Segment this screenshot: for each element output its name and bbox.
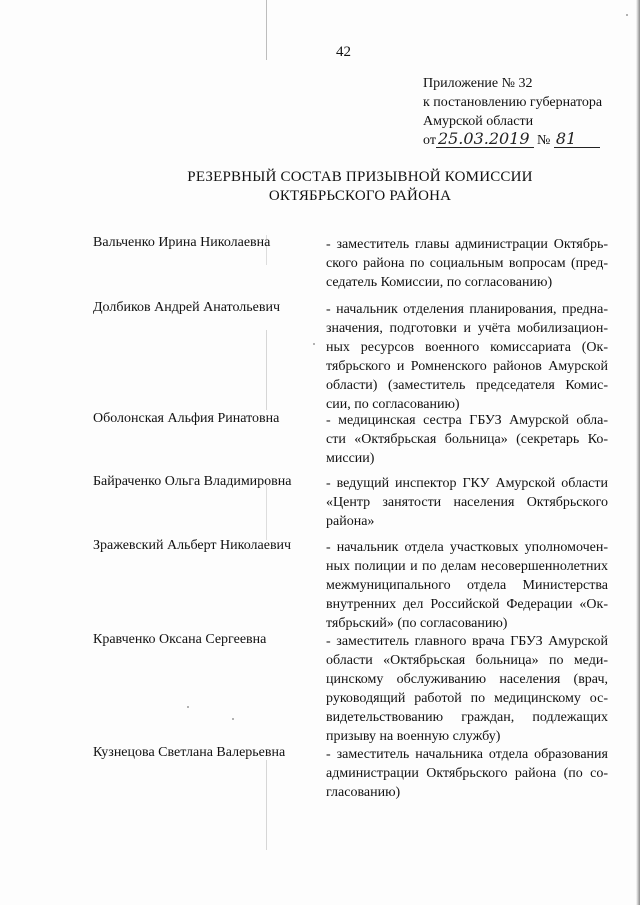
title-line: ОКТЯБРЬСКОГО РАЙОНА (268, 188, 452, 204)
title-line: РЕЗЕРВНЫЙ СОСТАВ ПРИЗЫВНОЙ КОМИССИИ (187, 169, 533, 185)
member-role (326, 632, 608, 746)
scan-artifact-line (266, 760, 267, 850)
role-line: седатель Комиссии, по согласованию) (326, 275, 553, 290)
scan-speck (313, 343, 315, 345)
role-line: - начальник отделения планирования, предна- (326, 302, 608, 317)
role-line: области «Октябрьская больница» по меди- (326, 653, 608, 668)
role-line: - начальник отдела участковых уполномочен- (326, 540, 608, 555)
member-role (326, 235, 608, 292)
member-role (326, 745, 608, 802)
date-prefix: от (423, 133, 436, 148)
member-name: Кузнецова Светлана Валерьевна (93, 745, 286, 760)
scan-artifact-line (266, 0, 267, 60)
member-role (326, 538, 608, 633)
appendix-block (423, 74, 602, 150)
member-name: Зражевский Альберт Николаевич (93, 538, 292, 553)
member-name: Вальченко Ирина Николаевна (93, 235, 271, 250)
appendix-line: Приложение № 32 (423, 76, 533, 91)
member-role (326, 411, 608, 468)
scan-edge-shadow (636, 0, 640, 905)
role-line: сти «Октябрьская больница» (секретарь Ко- (326, 432, 608, 447)
role-line: руководящий работой по медицинскому ос- (326, 691, 608, 706)
scan-speck (187, 706, 189, 708)
role-line: ского района по социальным вопросам (пред- (326, 256, 608, 271)
appendix-date-line (423, 131, 602, 150)
role-line: межмуниципального отдела Министерства (326, 578, 608, 593)
role-line: - заместитель главного врача ГБУЗ Амурской (326, 634, 608, 649)
role-line: района» (326, 514, 375, 529)
handwritten-number: 81 (554, 131, 600, 148)
role-line: значения, подготовки и учёта мобилизацион- (326, 321, 608, 336)
appendix-line: к постановлению губернатора (423, 95, 603, 110)
page-number: 42 (336, 44, 351, 60)
member-role (326, 474, 608, 531)
role-line: «Центр занятости населения Октябрьского (326, 495, 608, 510)
document-title (150, 168, 570, 206)
handwritten-date: 25.03.2019 (436, 131, 534, 148)
number-prefix: № (537, 133, 551, 148)
scan-speck (232, 718, 234, 720)
role-line: области) (заместитель председателя Комис- (326, 378, 608, 393)
role-line: - ведущий инспектор ГКУ Амурской области (326, 476, 608, 491)
role-line: - заместитель начальника отдела образования (326, 747, 608, 762)
appendix-line: Амурской области (423, 114, 534, 129)
member-name: Байраченко Ольга Владимировна (93, 474, 292, 489)
member-name: Оболонская Альфия Ринатовна (93, 411, 280, 426)
member-role (326, 300, 608, 414)
role-line: цинскому обслуживанию населения (врач, (326, 672, 608, 687)
role-line: гласованию) (326, 785, 401, 800)
role-line: ных полиции и по делам несовершеннолетних (326, 559, 608, 574)
role-line: тябрьский» (по согласованию) (326, 616, 508, 631)
role-line: призыву на военную службу) (326, 729, 501, 744)
member-name: Долбиков Андрей Анатольевич (93, 300, 281, 315)
scan-artifact-line (266, 330, 267, 410)
role-line: миссии) (326, 451, 375, 466)
role-line: администрации Октябрьского района (по со- (326, 766, 608, 781)
role-line: тябрьского и Ромненского районов Амурской (326, 359, 608, 374)
role-line: видетельствованию граждан, подлежащих (326, 710, 608, 725)
scan-speck (626, 14, 628, 16)
role-line: - заместитель главы администрации Октябрь- (326, 237, 608, 252)
member-name: Кравченко Оксана Сергеевна (93, 632, 267, 647)
role-line: ных ресурсов военного комиссариата (Ок- (326, 340, 608, 355)
role-line: - медицинская сестра ГБУЗ Амурской обла- (326, 413, 608, 428)
role-line: сии, по согласованию) (326, 397, 460, 412)
role-line: внутренних дел Российской Федерации «Ок- (326, 597, 608, 612)
